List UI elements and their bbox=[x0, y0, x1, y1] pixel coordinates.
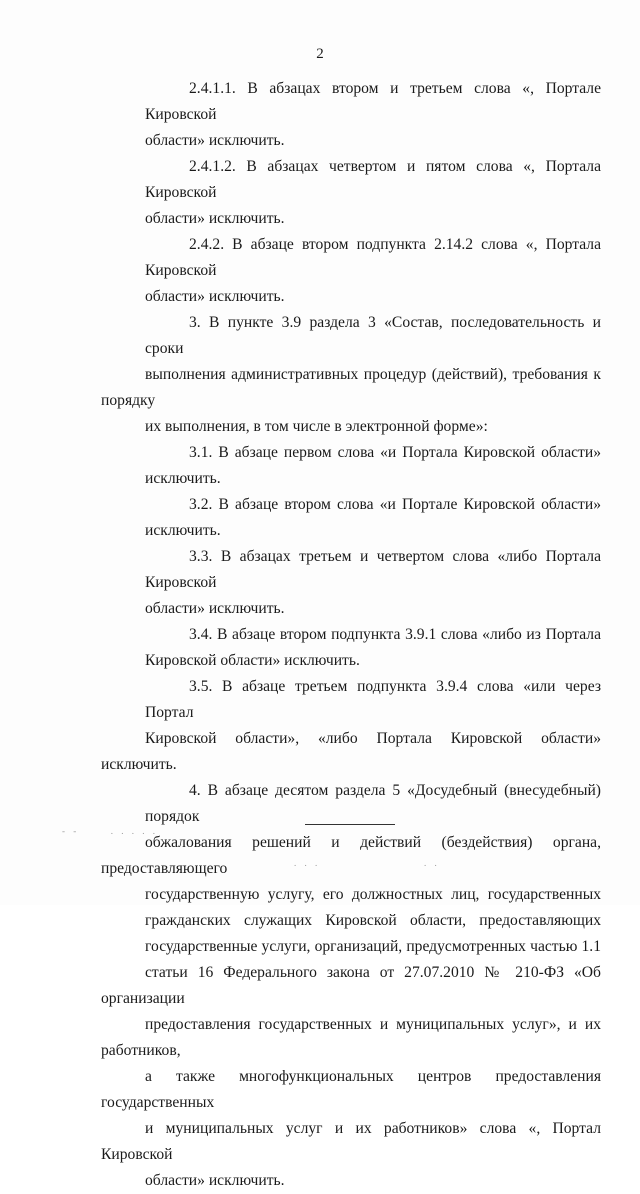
text-line: 4. В абзаце десятом раздела 5 «Досудебный (внесудебный) порядок bbox=[145, 782, 601, 825]
text-line: области» исключить. bbox=[145, 288, 285, 305]
text-line: области» исключить. bbox=[145, 132, 285, 149]
text-line: 3. В пункте 3.9 раздела 3 «Состав, последовательность и сроки bbox=[145, 314, 601, 357]
text-line: 2.4.1.2. В абзацах четвертом и пятом слова «, Портала Кировской bbox=[145, 158, 601, 201]
paragraph bbox=[101, 76, 601, 154]
text-line: 3.4. В абзаце втором подпункта 3.9.1 слова «либо из Портала bbox=[189, 626, 601, 643]
text-line: 2.4.1.1. В абзацах втором и третьем слова «, Портале Кировской bbox=[145, 80, 601, 123]
paragraph bbox=[101, 622, 601, 674]
text-line: 2.4.2. В абзаце втором подпункта 2.14.2 слова «, Портала Кировской bbox=[145, 236, 601, 279]
page-number: 2 bbox=[316, 46, 324, 62]
text-line: выполнения административных процедур (действий), требования к порядку bbox=[101, 366, 601, 409]
text-line: 3.2. В абзаце втором слова «и Портале Кировской области» исключить. bbox=[145, 496, 601, 539]
paragraph bbox=[101, 440, 601, 492]
scan-artifact: - - . . . . . bbox=[62, 826, 158, 836]
text-line: и муниципальных услуг и их работников» слова «, Портал Кировской bbox=[101, 1120, 601, 1163]
text-line: Кировской области», «либо Портала Кировской области» исключить. bbox=[101, 730, 601, 773]
text-line: Кировской области» исключить. bbox=[145, 652, 360, 669]
paragraph bbox=[101, 310, 601, 440]
text-line: 3.5. В абзаце третьем подпункта 3.9.4 слова «или через Портал bbox=[145, 678, 601, 721]
paragraph bbox=[101, 492, 601, 544]
text-line: области» исключить. bbox=[145, 600, 285, 617]
paragraph bbox=[101, 674, 601, 778]
text-line: области» исключить. bbox=[145, 1172, 285, 1189]
scan-artifact: . . . bbox=[294, 858, 321, 868]
text-line: а также многофункциональных центров предоставления государственных bbox=[101, 1068, 601, 1111]
paragraph bbox=[101, 778, 601, 1194]
text-line: статьи 16 Федерального закона от 27.07.2010 № 210-ФЗ «Об организации bbox=[101, 964, 601, 1007]
text-line: 3.3. В абзацах третьем и четвертом слова «либо Портала Кировской bbox=[145, 548, 601, 591]
document-body bbox=[101, 76, 601, 1194]
paragraph bbox=[101, 154, 601, 232]
text-line: государственные услуги, организаций, предусмотренных частью 1.1 bbox=[145, 938, 601, 955]
text-line: обжалования решений и действий (бездействия) органа, предоставляющего bbox=[101, 834, 601, 877]
paragraph bbox=[101, 544, 601, 622]
scan-artifact: . . bbox=[424, 858, 440, 868]
text-line: их выполнения, в том числе в электронной форме»: bbox=[145, 418, 488, 435]
end-separator-line bbox=[305, 824, 395, 825]
text-line: государственную услугу, его должностных лиц, государственных bbox=[145, 886, 601, 903]
text-line: гражданских служащих Кировской области, предоставляющих bbox=[145, 912, 601, 929]
text-line: предоставления государственных и муниципальных услуг», и их работников, bbox=[101, 1016, 601, 1059]
text-line: области» исключить. bbox=[145, 210, 285, 227]
text-line: 3.1. В абзаце первом слова «и Портала Кировской области» исключить. bbox=[145, 444, 601, 487]
paragraph bbox=[101, 232, 601, 310]
